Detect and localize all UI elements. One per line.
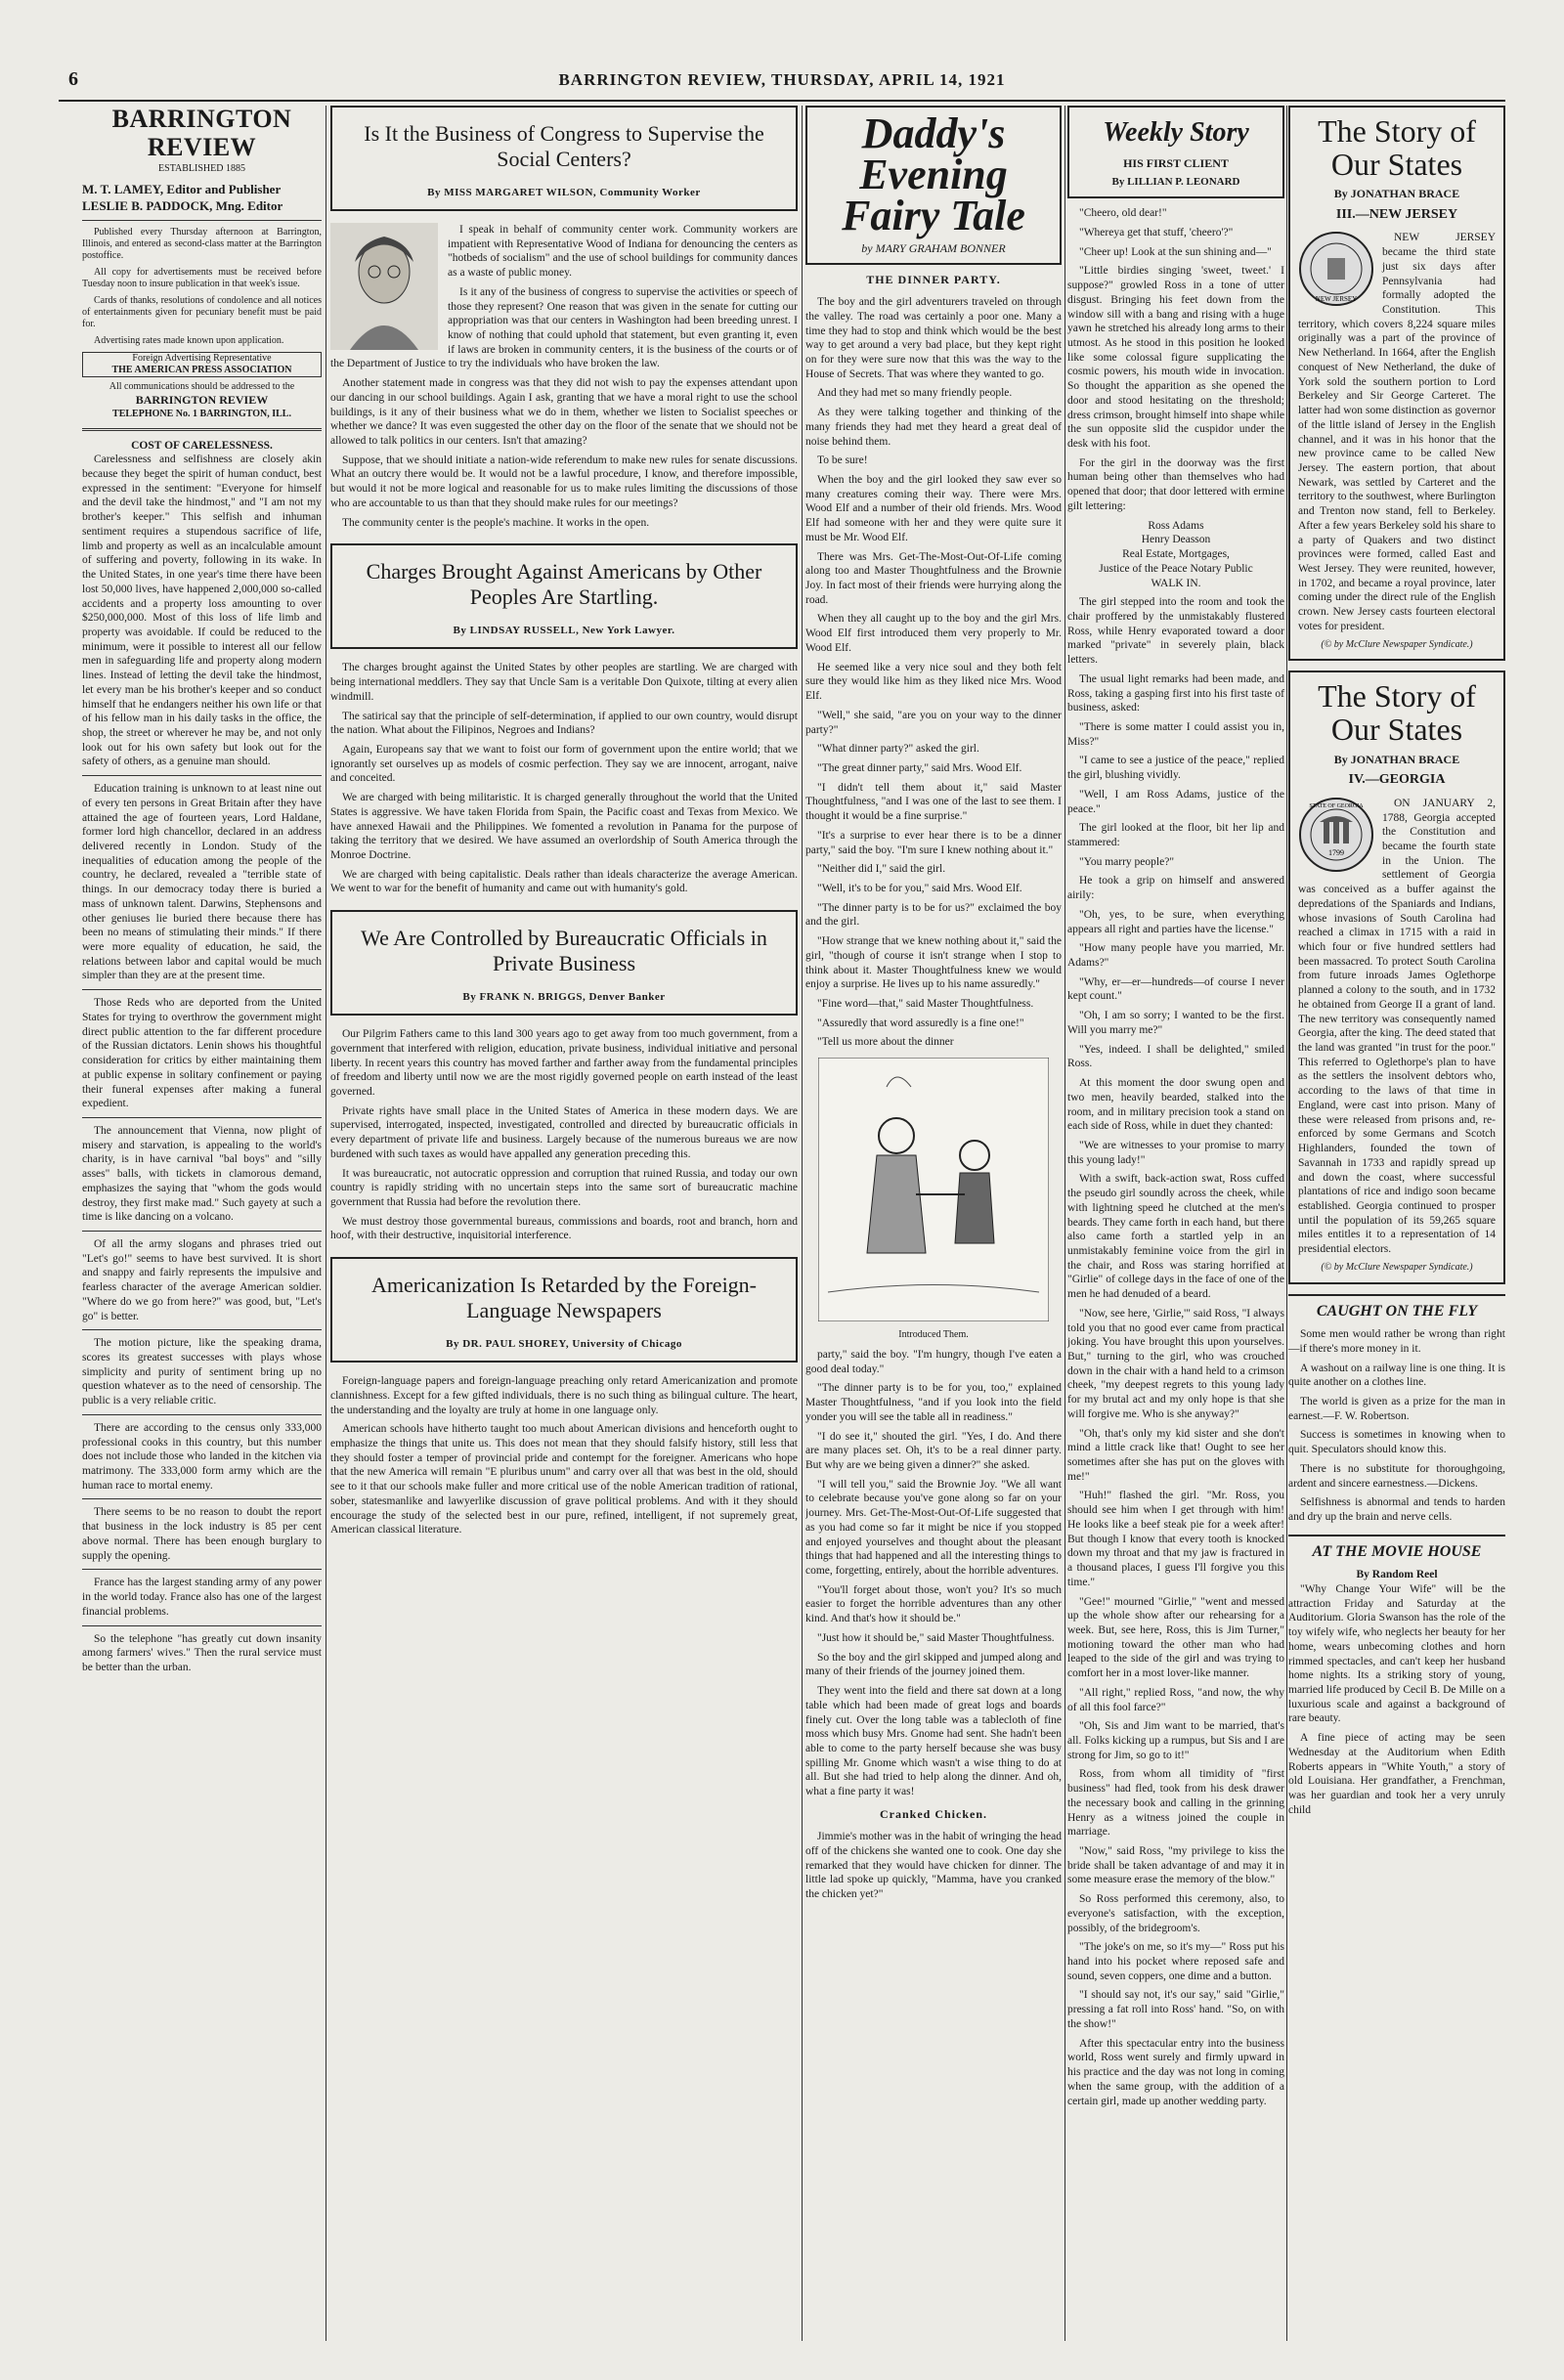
movie-para: "Why Change Your Wife" will be the attraction Friday and Saturday at the Auditorium. Gloria Swanson has the role of the toy wifely wife, who neglects her beauty for her home, wears unbecoming clothes and horn rimmed spectacles, and can't keep her husband home nights. Its a striking story of young, married life produced by Cecil B. De Mille on a luxurious scale and against a background of rare beauty.	[1288, 1582, 1505, 1725]
weekly-story-subtitle: HIS FIRST CLIENT	[1123, 155, 1229, 170]
manager-line: LESLIE B. PADDOCK, Mng. Editor	[82, 197, 283, 213]
page-number: 6	[68, 68, 78, 90]
story-para: "Little birdies singing 'sweet, tweet.' I suppose?" growled Ross in a tone of utter disgust. Bringing his feet down from the window sill with a bang and rising with a huge yawn he stretched his already long arms to their utmost. As he stood in this position he looked like some colossal figure supplicating the cosmic powers, his mouth wide in invocation. So thought the apparition as she opened the door and stood hesitating on the threshold; dress crimson, brought himself into shape while the sun opposite slid the cuspidor under the desk with his foot.	[1067, 265, 1284, 451]
tale-para: "How strange that we knew nothing about it," said the girl, "though of course it isn't strange when I stop to think about it. Master Thoughtfulness knew we would enjoy a surprise. He lives up to his name assuredly."	[805, 935, 1062, 991]
article1-para: Is it any of the business of congress to supervise the activities or speech of those they represent? One reason that was given in the senate for cutting our appropriation was that our centers in Washington had been breeding unrest. I know of nothing that could uphold that statement, but even granting it, even if laws are broken in community centers, it is the business of the courts or of the Department of Justice to try the individuals who have broken the law.	[330, 285, 798, 370]
story-para: At this moment the door swung open and two men, heavily bearded, stalked into the room, and in military precision took a stand on each side of Ross, while in duet they chanted:	[1067, 1077, 1284, 1133]
tale-para: "Well," she said, "are you on your way to the dinner party?"	[805, 709, 1062, 736]
tale-para: There was Mrs. Get-The-Most-Out-Of-Life coming along too and Master Thoughtfulness and the Brownie Joy. In fact most of their friends were hurrying along the road.	[805, 550, 1062, 606]
rep-name: THE AMERICAN PRESS ASSOCIATION	[111, 365, 292, 376]
column-weekly-story	[1067, 106, 1284, 2341]
story-para: "Oh, yes, to be sure, when everything appears all right and parties have the license."	[1067, 908, 1284, 935]
story-nj-box	[1288, 106, 1505, 661]
tale-para: "Just how it should be," said Master Thoughtfulness.	[817, 1631, 1055, 1644]
story-nj-body: NEW JERSEY became the third state just six days after Pennsylvania had formally adopted the Constitution. This territory, which covers 8,224 square miles originally was a part of the province of New Netherland. In 1664, after the English conquest of New Netherland, the duke of York sold the southern portion to Lord Berkeley and Sir George Carteret. The latter had won some distinction as governor of the little island of Jersey in the English channel, and it was in his honor that the new province came to be called New Jersey. The eastern portion, that about Newark, was settled by Carteret and the territory to the southwest, where Burlington and Trenton now stand, fell to Berkeley. After a few years Berkeley sold his share to a party of Quakers and two distinct provinces were formed, called East and West Jersey. They were reunited, however, in 1702, and became a royal province, later coming under the direct rule of the English crown. New Jersey casts fourteen electoral votes for president.	[1298, 232, 1496, 632]
article2-para: The satirical say that the principle of self-determination, if applied to our own country, would disrupt the nation. What about the Filipinos, Negroes and Indians?	[330, 710, 798, 737]
story-para: "Oh, I am so sorry; I wanted to be the first. Will you marry me?"	[1067, 1010, 1284, 1036]
article3-headbox	[330, 910, 798, 1016]
carelessness-heading: COST OF CARELESSNESS.	[131, 439, 273, 452]
story-para: "I came to see a justice of the peace," replied the girl, blushing vividly.	[1067, 755, 1284, 782]
story-para: "We are witnesses to your promise to marry this young lady!"	[1067, 1139, 1284, 1166]
fairy-tale-illustration	[818, 1058, 1049, 1321]
column-states	[1288, 106, 1505, 2341]
address-line: All communications should be addressed to the	[109, 381, 295, 393]
article4-para: American schools have hitherto taught too much about American divisions and henceforth ought to emphasize the things that unite us. This does not mean that they should falsify history, still less that they should foster a temper of provincial pride and contempt for the foreigner. Americans who hope that the new America will remain "E pluribus unum" and carry over all that was best in the old, should see to it that our schools make fuller and more critical use of the noble American tradition of rational, sober, statesmanlike and lawyerlike discussion of grave political problems. And with it they should encourage the study of the selected best in our pure, refined, intelligent, if not supremely great, American classical literature.	[330, 1423, 798, 1536]
column-editorial	[82, 106, 322, 2341]
rates-notice: Advertising rates made known upon application.	[94, 335, 284, 347]
column-fairy-tale	[805, 106, 1062, 2341]
tale-para: The boy and the girl adventurers traveled on through the valley. The road was certainly a poor one. Many a time they had to stop and think which would be the best way to get around a very bad place, but they kept right on for they were sure now that this was the way to the House of Secrets. That was where they wanted to go.	[805, 296, 1062, 380]
ad-copy-notice: All copy for advertisements must be received before Tuesday noon to insure publication in that week's issue.	[82, 267, 322, 290]
story-nj-title: The Story of Our States	[1318, 113, 1476, 182]
tale-para: "The great dinner party," said Mrs. Wood Elf.	[817, 761, 1022, 774]
portrait-image	[330, 223, 438, 350]
fairy-tale-title-3: Fairy Tale	[842, 191, 1025, 239]
caught-item: Selfishness is abnormal and tends to harden and dry up the brain and nerve cells.	[1288, 1496, 1505, 1523]
caught-heading: CAUGHT ON THE FLY	[1288, 1294, 1505, 1321]
story-ga-credit: (© by McClure Newspaper Syndicate.)	[1321, 1261, 1473, 1273]
cooks-paragraph: There are according to the census only 333,000 professional cooks in this country, but this number does not include those who landed in the kitchen via matrimony. The 333,000 form army which are the human race to mortal enemy.	[82, 1421, 322, 1492]
article2-title: Charges Brought Against Americans by Other Peoples Are Startling.	[366, 559, 762, 610]
story-ga-title: The Story of Our States	[1318, 678, 1476, 747]
story-para: "Oh, Sis and Jim want to be married, that's all. Folks kicking up a rumpus, but Sis and I are strong for Jim, so go to it!"	[1067, 1720, 1284, 1761]
story-para: "Why, er—er—hundreds—of course I never kept count."	[1067, 975, 1284, 1003]
door-sign: Ross Adams Henry Deasson Real Estate, Mortgages, Justice of the Peace Notary Public WALK IN.	[1099, 519, 1253, 589]
tale-para: "The dinner party is to be for you, too," explained Master Thoughtfulness, "and if you look into the field yonder you will see the table all in readiness."	[805, 1382, 1062, 1423]
article1-headbox	[330, 106, 798, 211]
tale-para: When they all caught up to the boy and the girl Mrs. Wood Elf first introduced them very properly to Mr. Wood Elf.	[805, 613, 1062, 654]
tale-para: party," said the boy. "I'm hungry, though I've eaten a good deal today."	[805, 1348, 1062, 1375]
cards-notice: Cards of thanks, resolutions of condolence and all notices of entertainments given for pecuniary benefit must be paid for.	[82, 295, 322, 330]
story-para: "You marry people?"	[1079, 855, 1175, 868]
caught-item: There is no substitute for thoroughgoing, ardent and sincere earnestness.—Dickens.	[1288, 1462, 1505, 1490]
story-para: "There is some matter I could assist you in, Miss?"	[1067, 720, 1284, 748]
tale-para: And they had met so many friendly people.	[817, 387, 1013, 400]
address-name: BARRINGTON REVIEW	[135, 393, 269, 408]
article1-para: I speak in behalf of community center work. Community workers are impatient with Representative Wood of Indiana for denouncing the centers as "hotbeds of socialism" and the use of school buildings for community dances as a waste of public money.	[448, 223, 798, 280]
story-para: "Cheero, old dear!"	[1079, 207, 1167, 220]
movie-byline: By Random Reel	[1356, 1569, 1438, 1581]
rep-label: Foreign Advertising Representative	[132, 353, 272, 365]
article1-title: Is It the Business of Congress to Supervise the Social Centers?	[364, 121, 764, 171]
fairy-tale-subtitle: THE DINNER PARTY.	[866, 272, 1001, 286]
story-ga-chapter: IV.—GEORGIA	[1348, 771, 1446, 787]
column-rule	[1064, 106, 1065, 2341]
article3-byline: By FRANK N. BRIGGS, Denver Banker	[462, 991, 666, 1004]
nj-seal-label: NEW JERSEY	[1315, 295, 1358, 304]
story-para: He took a grip on himself and answered airily:	[1067, 875, 1284, 902]
georgia-seal-icon	[1298, 797, 1374, 873]
article4-para: Foreign-language papers and foreign-language preaching only retard Americanization and promote clannishness. Except for a few gifted individuals, there is no such thing as bilingual culture. The heart, the understanding and the loyalty are truly at home in one language only.	[330, 1375, 798, 1416]
published-notice: Published every Thursday afternoon at Barrington, Illinois, and entered as second-class matter at the Barrington postoffice.	[82, 227, 322, 262]
fairy-tale-author: by MARY GRAHAM BONNER	[861, 241, 1006, 256]
movie-para: A fine piece of acting may be seen Wednesday at the Auditorium when Edith Roberts appears in "White Youth," a story of old Louisiana. Her grandfather, a Frenchman, was her guardian and took her a very unruly child	[1288, 1732, 1505, 1816]
tale-para: "Tell us more about the dinner	[817, 1036, 954, 1049]
georgia-seal-year: 1799	[1328, 847, 1344, 857]
tale-para: "Assuredly that word assuredly is a fine one!"	[817, 1017, 1024, 1029]
article4-headbox	[330, 1257, 798, 1363]
story-para: "How many people have you married, Mr. Adams?"	[1067, 942, 1284, 970]
story-para: The girl stepped into the room and took the chair proffered by the unmistakably flustered Ross, while Henry evaporated toward a door marked "private" in severely plain, black letters.	[1067, 596, 1284, 667]
tale-para: "Well, it's to be for you," said Mrs. Wood Elf.	[817, 882, 1022, 894]
france-paragraph: France has the largest standing army of any power in the world today. France also has one of the largest financial problems.	[82, 1577, 322, 1618]
column-rule	[1286, 106, 1287, 2341]
article3-para: We must destroy those governmental bureaus, commissions and boards, root and branch, horn and hoof, with their destructive, inquisitorial interference.	[330, 1215, 798, 1242]
story-para: "Yes, indeed. I shall be delighted," smiled Ross.	[1067, 1043, 1284, 1070]
rep-box	[82, 352, 322, 377]
article3-para: It was bureaucratic, not autocratic oppression and corruption that ruined Russia, and today our own country is rapidly striding with no uncertain steps into the same sort of bureaucratic machine government that Russia had before the revolution there.	[330, 1167, 798, 1209]
story-nj-byline: By JONATHAN BRACE	[1333, 187, 1460, 201]
article1-byline: By MISS MARGARET WILSON, Community Worker	[427, 186, 701, 198]
story-para: "Now," said Ross, "my privilege to kiss the bride shall be taken advantage of and may it in some measure erase the memory of the blow."	[1067, 1845, 1284, 1886]
article2-para: Again, Europeans say that we want to foist our form of government upon the entire world; that we ignorantly set ourselves up as models of cosmic perfection. They say we are innocent, arrogant, naive and conceited.	[330, 743, 798, 785]
nj-seal-icon	[1298, 231, 1374, 307]
story-ga-body: ON JANUARY 2, 1788, Georgia accepted the Constitution and became the fourth state in the Union. The settlement of Georgia was conceived as a buffer against the depredations of the Spaniards and Indians, whose invasions of South Carolina had reached a climax in 1715 with a raid in which four or five hundred settlers had been massacred. To protect South Carolina from future inroads James Oglethorpe planned a colony to the south, and in 1732 he obtained from George II a grant of land. The new territory was consequently named Georgia, after the king. The deed stated that the land was granted "in trust for the poor." This referred to Oglethorpe's plan to have as the settlers the insolvent debtors who, according to the laws of that time in England, were cast into prison. Many of these were released from prisons and, re-enforced by some Germans and Scotch Highlanders, founded the town of Savannah in 1733 and rapidly spread up and down the coast, where successful plantations of rice and indigo soon became established. Georgia continued to prosper until the population of its 59,265 square miles entitles it to a representation of 14 presidential electors.	[1298, 797, 1496, 1256]
story-ga-byline: By JONATHAN BRACE	[1333, 752, 1460, 766]
fairy-tale-title-1: Daddy's	[861, 109, 1006, 157]
tale-para: As they were talking together and thinking of the many friends they had met they heard a great deal of noise behind them.	[805, 407, 1062, 448]
tale-para: "I will tell you," said the Brownie Joy. "We all want to celebrate because you've gone along so far on your journey. Mrs. Get-The-Most-Out-Of-Life suggested that as you had come so far it might be nice if you stopped and enjoyed yourselves and thought about the pleasant things that had happened and all the interesting things to come, forgetting, entirely, about the horrible adventures.	[805, 1478, 1062, 1578]
burglars-paragraph: There seems to be no reason to doubt the report that business in the lock industry is 85 per cent above normal. There has been enough burglary to supply the opening.	[82, 1506, 322, 1562]
article1-para: Another statement made in congress was that they did not wish to pay the expenses attendant upon our dancing in our school buildings. Again I ask, granting that we have a moral right to use the school buildings, is it any of their business what we do in them, whether we listen to Socialist speeches or whether we dance? It was even suggested the other day on the floor of the senate that we should not be allowed to talk politics in our centers. Isn't that amazing?	[330, 377, 798, 448]
article4-title: Americanization Is Retarded by the Foreign-Language Newspapers	[370, 1273, 758, 1323]
article3-para: Our Pilgrim Fathers came to this land 300 years ago to get away from too much government, from a government that interfered with religion, education, private business, individual initiative and personal liberty. In recent years this country has moved farther and farther away from the fundamental principles of freedom and liberty until now we are the most rigidly governed people on earth instead of the least governed.	[330, 1028, 798, 1098]
telephone-paragraph: So the telephone "has greatly cut down insanity among farmers' wives." Then the rural service must be better than the urban.	[82, 1632, 322, 1673]
article1-para: The community center is the people's machine. It works in the open.	[342, 516, 650, 529]
vienna-paragraph: The announcement that Vienna, now plight of misery and starvation, is appealing to the world's charity, is in have carnival "bal boys" and "silly asses" balls, with tickets in clamorous demand, emphasizes the saying that "whom the gods would destroy, they first make mad." Such gayety at such a time is like dancing on a volcano.	[82, 1124, 322, 1224]
story-para: Ross, from whom all timidity of "first business" had fled, took from his desk drawer the necessary book and calling in the grinning Henry as a witness joined the couple in marriage.	[1067, 1768, 1284, 1839]
article2-para: We are charged with being militaristic. It is charged generally throughout the world that the United States is aggressive. We have taken Florida from Spain, the Pacific coast and Texas from Mexico. We have annexed Hawaii and the Philippines. We fomented a revolution in Panama for the purpose of taking the territory that we desired. We have assumed an overlordship of South America through the Monroe Doctrine.	[330, 792, 798, 861]
georgia-seal-label: STATE OF GEORGIA	[1309, 802, 1364, 809]
article2-para: We are charged with being capitalistic. Deals rather than ideals characterize the average American. We went to war for the benefit of humanity and came out with humanity's gold.	[330, 868, 798, 895]
telephone-line: TELEPHONE No. 1 BARRINGTON, ILL.	[112, 408, 291, 419]
story-nj-chapter: III.—NEW JERSEY	[1335, 206, 1458, 222]
story-nj-credit: (© by McClure Newspaper Syndicate.)	[1321, 638, 1473, 650]
tale-para: "Fine word—that," said Master Thoughtfulness.	[817, 998, 1034, 1011]
story-para: "Gee!" mourned "Girlie," "went and messed up the whole show after our rehearsing for a week. But, see here, Ross, this is Jim Turner," motioning toward the other man who had leaped to the side of the girl and was trying to comfort her in a most lover-like manner.	[1067, 1595, 1284, 1680]
tale-para: "You'll forget about those, won't you? It's so much easier to forget the horrible adventures than any other kind. And that's how it should be."	[805, 1583, 1062, 1625]
tale-para: When the boy and the girl looked they saw ever so many creatures coming their way. There were Mrs. Wood Elf and a number of their old friends. Mrs. Wood Elf had someone with her and they were quite sure it must be Mr. Wood Elf.	[805, 474, 1062, 543]
tale-para: "I do see it," shouted the girl. "Yes, I do. And there are many places set. Oh, it's to be a real dinner party. But why are we being given a dinner?" she asked.	[805, 1430, 1062, 1471]
story-para: "The joke's on me, so it's my—" Ross put his hand into his pocket where reposed safe and sound, seven coppers, one dime and a button.	[1067, 1941, 1284, 1982]
chicken-heading: Cranked Chicken.	[879, 1806, 987, 1821]
page-header	[59, 61, 1505, 102]
tale-para: "What dinner party?" asked the girl.	[817, 743, 979, 756]
article4-byline: By DR. PAUL SHOREY, University of Chicago	[446, 1338, 682, 1351]
chicken-paragraph: Jimmie's mother was in the habit of wringing the head off of the chickens she wanted one to cook. One day she remarked that they would have chicken for dinner. The little lad spoke up quickly, "Mamma, have you cranked the chicken yet?"	[805, 1831, 1062, 1901]
weekly-story-byline: By LILLIAN P. LEONARD	[1111, 176, 1240, 189]
tale-para: He seemed like a very nice soul and they both felt sure they would like him as they liked nice Mrs. Wood Elf.	[805, 661, 1062, 703]
motion-paragraph: The motion picture, like the speaking drama, scores its greatest successes with plays whose simplicity and purity of sentiment bring up no question whatever as to the need of censorship. The public is a very reliable critic.	[82, 1337, 322, 1407]
article1-para: Suppose, that we should initiate a nation-wide referendum to make new rules for senate discussions. What an outcry there would be. It would not be a lawful procedure, I know, and therefore impossible, but would it not be more logical and reasonable for us to make rules limiting the discussions of those who are accountable to us than that they should make rules for our meetings?	[330, 454, 798, 509]
tale-para: To be sure!	[817, 454, 868, 467]
carelessness-body: Carelessness and selfishness are closely akin because they beget the spirit of human conduct, best expressed in the sentiment: "Everyone for himself and the devil take the hindmost," and "I am not my brother's keeper." This selfish and inhuman sentiment requires a stupendous sacrifice of life, limb and property as well as an incalculable amount of suffering and poverty, following in its wake. In the United States, in one year's time there have been lost 50,000 lives, have happened 2,000,000 so-called accidents and a property loss amounting to over $250,000,000. Most of this loss of life limb and property was avoidable. If could be reduced to the minimum, were it possible to interest all our fellow men in safeguarding life and property along modern lines. Instead of letting the devil take the hindmost, let every man be his brother's keeper and so conduct himself that he endangers neither his own life or that of his fellow man in his daily tasks in the office, the shop, the street or wherever he may be, and not only look out for his own safety but look out for the safety of others, as a genuine man should.	[82, 454, 322, 768]
slogans-paragraph: Of all the army slogans and phrases tried out "Let's go!" seems to have best survived. It is short and snappy and fairly represents the impulsive and fearless character of the average American soldier. "Where do we go from here?" was good, but, "Let's go" is better.	[82, 1237, 322, 1322]
illustration-caption: Introduced Them.	[898, 1329, 969, 1341]
story-para: For the girl in the doorway was the first human being other than themselves who had opened that door; that door lettered with ermine gilt lettering:	[1067, 456, 1284, 512]
article2-headbox	[330, 543, 798, 649]
tale-para: "I didn't tell them about it," said Master Thoughtfulness, "and I was one of the last to see them. I thought it would be a fine surprise."	[805, 781, 1062, 823]
story-para: "I should say not, it's our say," said "Girlie," pressing a fat roll into Ross' hand. "So, on with the show!"	[1067, 1989, 1284, 2030]
caught-item: Success is sometimes in knowing when to quit. Speculators should know this.	[1288, 1429, 1505, 1456]
article2-byline: By LINDSAY RUSSELL, New York Lawyer.	[453, 625, 675, 637]
article3-title: We Are Controlled by Bureaucratic Officials in Private Business	[361, 926, 767, 976]
tale-para: "Neither did I," said the girl.	[817, 863, 946, 876]
story-para: After this spectacular entry into the business world, Ross went surely and firmly upward in his practice and the day was not long in coming when the same group, with the addition of a certain girl, made up another wedding party.	[1067, 2037, 1284, 2107]
caught-item: A washout on a railway line is one thing. It is quite another on a clothes line.	[1288, 1362, 1505, 1389]
tale-para: "It's a surprise to ever hear there is to be a dinner party," said the boy. "I'm sure I knew nothing about it."	[805, 829, 1062, 856]
reds-paragraph: Those Reds who are deported from the United States for trying to overthrow the government might direct public attention to the far different procedure of the Russian dictators. Lenin shows his thoughtful consideration for critics by either maintaining them at public expense in solitary confinement or paying their funeral expenses after making a funeral expedient.	[82, 997, 322, 1110]
article2-para: The charges brought against the United States by other peoples are startling. We are charged with being international meddlers. They say that Uncle Sam is a veritable Don Quixote, tilting at every alien windmill.	[330, 662, 798, 703]
newspaper-title: BARRINGTON REVIEW	[111, 106, 292, 161]
tale-para: "The dinner party is to be for us?" exclaimed the boy and the girl.	[805, 901, 1062, 929]
story-para: "Now, see here, 'Girlie,'" said Ross, "I always told you that no good ever came from practical joking. You have brought this upon yourselves. But," turning to the girl, who was crouched down in the chair with a hand held to a crimson cheek, "my deepest regrets to this young lady for my brutal act and my only hope is that she will forgive me. Who is she anyway?"	[1067, 1307, 1284, 1420]
education-paragraph: Education training is unknown to at least nine out of every ten persons in Great Britain after they have attained the age of fourteen years, Lord Haldane, former lord high chancellor, declared in an address delivered recently in London. Study of the inequalities of education among the people of the country, he declared, revealed a "terrible state of things. In our democracy today there is buried a mass of unknown talent. Darwins, Stephensons and other geniuses lie buried there because there has been no means of stimulating their minds." If there were more equality of education, he said, the relations between labor and capital would be much simpler than they are at the present time.	[82, 783, 322, 982]
weekly-story-title: Weekly Story	[1103, 117, 1249, 148]
story-ga-box	[1288, 671, 1505, 1283]
tale-para: So the boy and the girl skipped and jumped along and many of their friends of the journey joined them.	[805, 1651, 1062, 1678]
story-para: The girl looked at the floor, bit her lip and stammered:	[1067, 822, 1284, 849]
story-para: "Cheer up! Look at the sun shining and—"	[1079, 245, 1272, 258]
story-para: So Ross performed this ceremony, also, to everyone's satisfaction, with the exception, possibly, of the bridegroom's.	[1067, 1893, 1284, 1934]
masthead: BARRINGTON REVIEW, THURSDAY, APRIL 14, 1921	[558, 70, 1006, 89]
tale-para: They went into the field and there sat down at a long table which had been made of great logs and boards finely cut. Over the long table was a tablecloth of fine moss which busy Mrs. Gnome had sent. She hadn't been able to come to the party herself because she was busy spilling Mr. Gnome which wasn't a wise thing to do at all. But she had tried to help along the dinner. And oh, what a fine party it was!	[805, 1685, 1062, 1798]
editor-line: M. T. LAMEY, Editor and Publisher	[82, 181, 282, 196]
story-para: The usual light remarks had been made, and Ross, taking a gasping first into his first taste of business, asked:	[1067, 672, 1284, 714]
column-rule	[802, 106, 803, 2341]
caught-item: Some men would rather be wrong than right—if there's more money in it.	[1288, 1328, 1505, 1355]
article3-para: Private rights have small place in the United States of America in these modern days. We are supervised, interrogated, inspected, investigated, controlled and directed by bureaucratic officials in every department of private life and business. Largely because of the numerous bureaus we are now burdened with such taxes as would have appalled any generation preceding this.	[330, 1104, 798, 1160]
movie-heading: AT THE MOVIE HOUSE	[1288, 1535, 1505, 1562]
fairy-tale-title-2: Evening	[859, 150, 1008, 198]
story-para: "Whereya get that stuff, 'cheero'?"	[1079, 226, 1234, 238]
story-para: With a swift, back-action swat, Ross cuffed the pseudo girl soundly across the cheek, while with lightning speed he clutched at the men's beards. They came forth in each hand, but there also came forth a startled yelp in an unmistakably feminine voice from the girl in the chair, and Ross was staring horrified at "Girlie" of college days in the face of one of the men he had denuded of a beard.	[1067, 1173, 1284, 1301]
caught-item: The world is given as a prize for the man in earnest.—F. W. Robertson.	[1288, 1395, 1505, 1422]
story-para: "All right," replied Ross, "and now, the why of all this fool farce?"	[1067, 1686, 1284, 1713]
story-para: "Huh!" flashed the girl. "Mr. Ross, you should see him when I get through with him! He looks like a beef steak pie for a week after! But though I know that every tooth is knocked down my throat and that my jaw is fractured in a thousand places, I guess I'll forgive you this time."	[1067, 1490, 1284, 1588]
weekly-story-title-box	[1067, 106, 1284, 198]
established-line: ESTABLISHED 1885	[158, 163, 245, 175]
fairy-tale-title-box	[805, 106, 1062, 265]
column-opinions	[330, 106, 798, 2341]
story-para: "Well, I am Ross Adams, justice of the peace."	[1067, 788, 1284, 815]
story-para: "Oh, that's only my kid sister and she don't mind a little crack like that! Ought to see her sometimes after she has put on the gloves with me!"	[1067, 1427, 1284, 1483]
